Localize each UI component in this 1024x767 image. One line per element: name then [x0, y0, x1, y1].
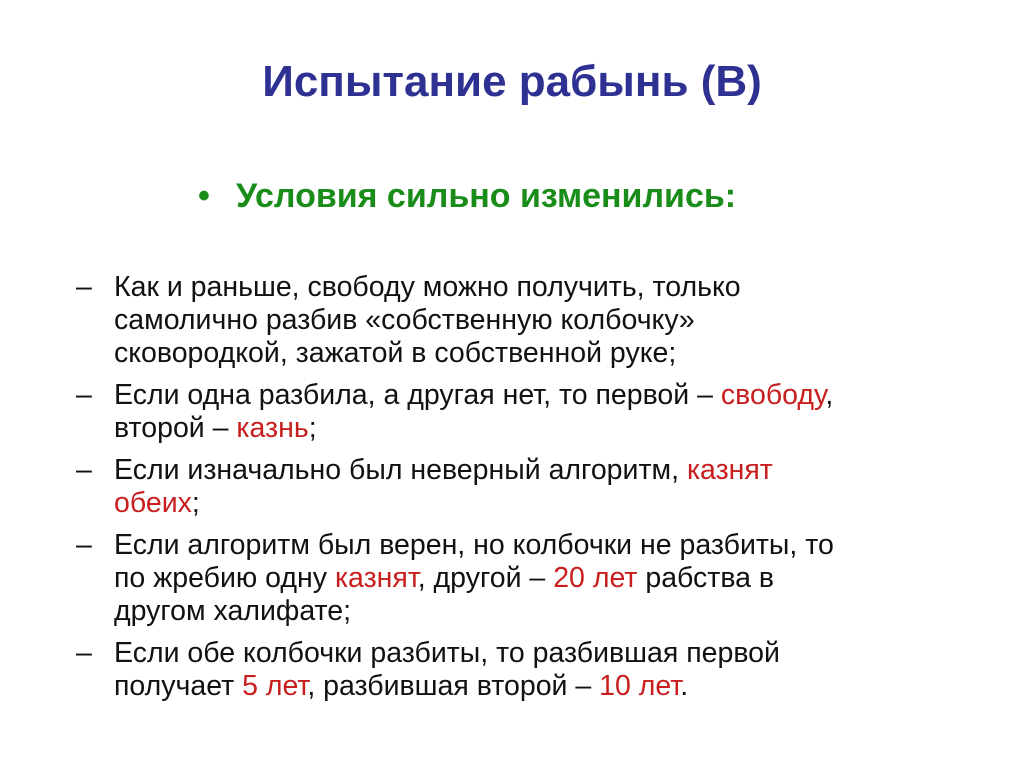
highlighted-text: казнят	[334, 562, 418, 594]
slide-title: Испытание рабынь (В)	[262, 57, 762, 106]
item-text: Как и раньше, свободу можно получить, только	[114, 271, 741, 303]
item-text: , другой –	[417, 562, 554, 594]
dash-marker: –	[76, 271, 92, 303]
item-text: сковородкой, зажатой в собственной руке;	[114, 337, 677, 369]
item-text: Если одна разбила, а другая нет, то первой –	[114, 379, 721, 411]
bullet-text: Условия сильно изменились:	[236, 177, 737, 215]
item-text: Если изначально был неверный алгоритм,	[114, 454, 687, 486]
highlighted-text: казнят	[686, 454, 773, 486]
item-text: Если обе колбочки разбиты, то разбившая первой	[114, 637, 780, 669]
item-text: , разбившая второй –	[307, 670, 600, 702]
item-text: по жребию одну	[114, 562, 335, 594]
highlighted-text: казнь	[236, 412, 309, 444]
dash-marker: –	[76, 637, 92, 669]
dash-marker: –	[76, 454, 92, 486]
list-item	[76, 379, 1006, 445]
highlighted-text: 20 лет	[553, 562, 638, 594]
item-text: ;	[191, 487, 200, 519]
item-text: рабства в	[637, 562, 775, 594]
highlighted-text: свободу	[720, 379, 826, 411]
dash-marker: –	[76, 379, 92, 411]
list-item	[76, 271, 1006, 370]
list-item	[76, 637, 1006, 703]
item-text: получает	[114, 670, 243, 702]
dash-marker: –	[76, 529, 92, 561]
bullet-marker: •	[198, 177, 210, 215]
item-text: второй –	[114, 412, 237, 444]
list-item	[76, 454, 1006, 520]
item-text: Если алгоритм был верен, но колбочки не разбиты, то	[114, 529, 834, 561]
item-text: самолично разбив «собственную колбочку»	[114, 304, 695, 336]
highlighted-text: обеих	[114, 487, 192, 519]
sub-item-list	[76, 271, 1006, 712]
item-text: ,	[825, 379, 834, 411]
highlighted-text: 5 лет	[242, 670, 308, 702]
item-text: ;	[308, 412, 317, 444]
list-item	[76, 529, 1006, 628]
main-bullet	[198, 176, 736, 217]
highlighted-text: 10 лет	[599, 670, 681, 702]
item-text: другом халифате;	[114, 595, 352, 627]
item-text: .	[680, 670, 689, 702]
